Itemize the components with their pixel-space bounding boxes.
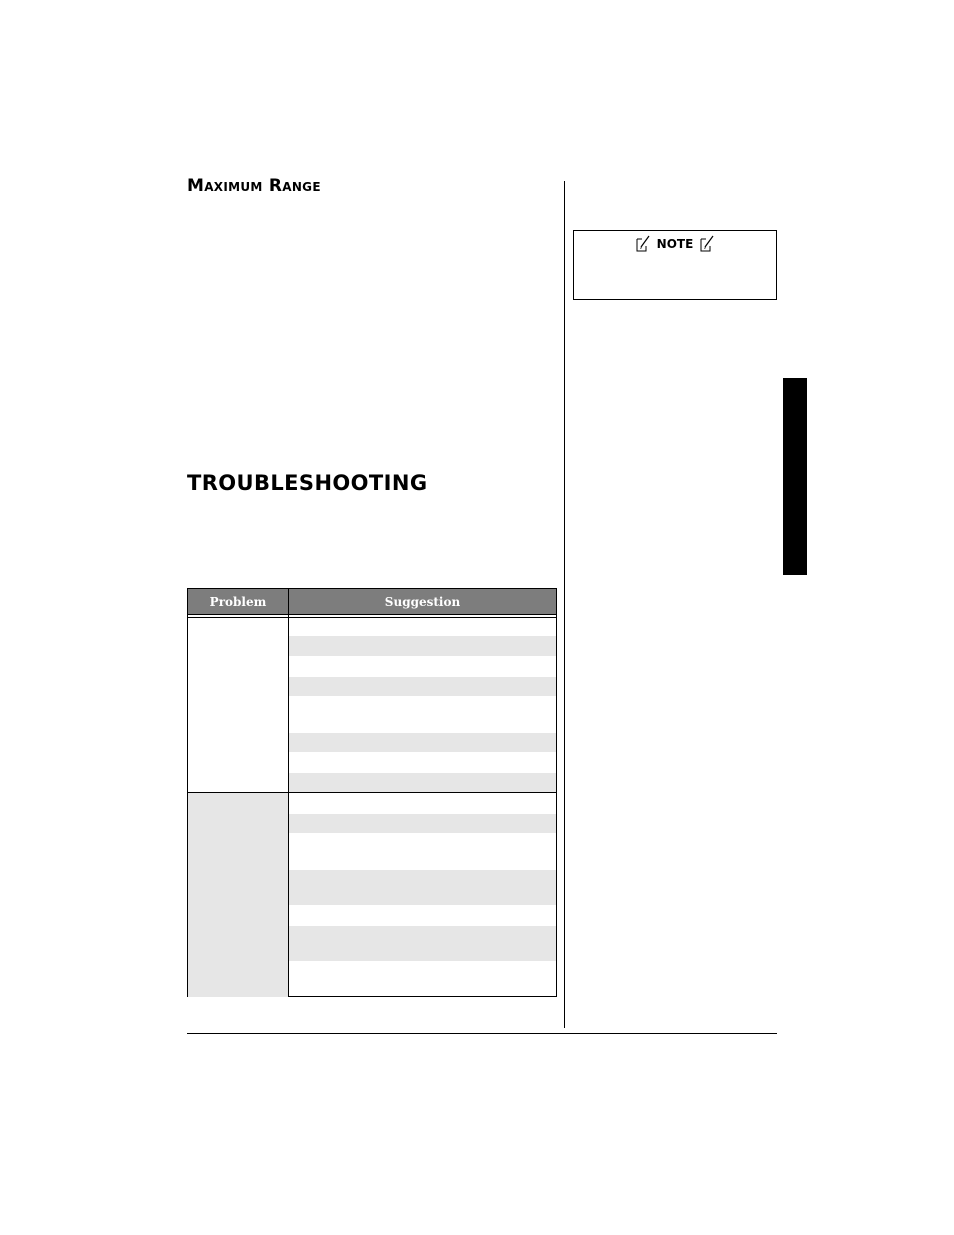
column-header-problem: Problem xyxy=(188,589,289,614)
note-pencil-icon xyxy=(635,235,651,253)
table-row xyxy=(289,636,556,656)
footer-rule xyxy=(187,1033,777,1034)
column-header-suggestion: Suggestion xyxy=(384,594,461,609)
note-label: NOTE xyxy=(656,237,694,251)
table-row xyxy=(289,733,556,752)
troubleshooting-table xyxy=(187,588,557,997)
section-heading-troubleshooting: TROUBLESHOOTING xyxy=(187,471,428,495)
chapter-tab xyxy=(783,378,807,575)
column-divider xyxy=(564,181,565,1028)
table-row xyxy=(289,926,556,961)
section-heading-maximum-range: Maximum Range xyxy=(187,176,321,196)
table-row xyxy=(289,773,556,792)
table-row xyxy=(289,814,556,833)
problem-cell xyxy=(188,618,288,792)
note-header xyxy=(574,235,776,253)
problem-cell xyxy=(188,793,288,997)
table-row xyxy=(289,870,556,905)
column-divider xyxy=(288,614,289,997)
note-box xyxy=(573,230,777,300)
table-row xyxy=(289,677,556,696)
table-header-row xyxy=(188,589,556,615)
note-pencil-icon xyxy=(699,235,715,253)
